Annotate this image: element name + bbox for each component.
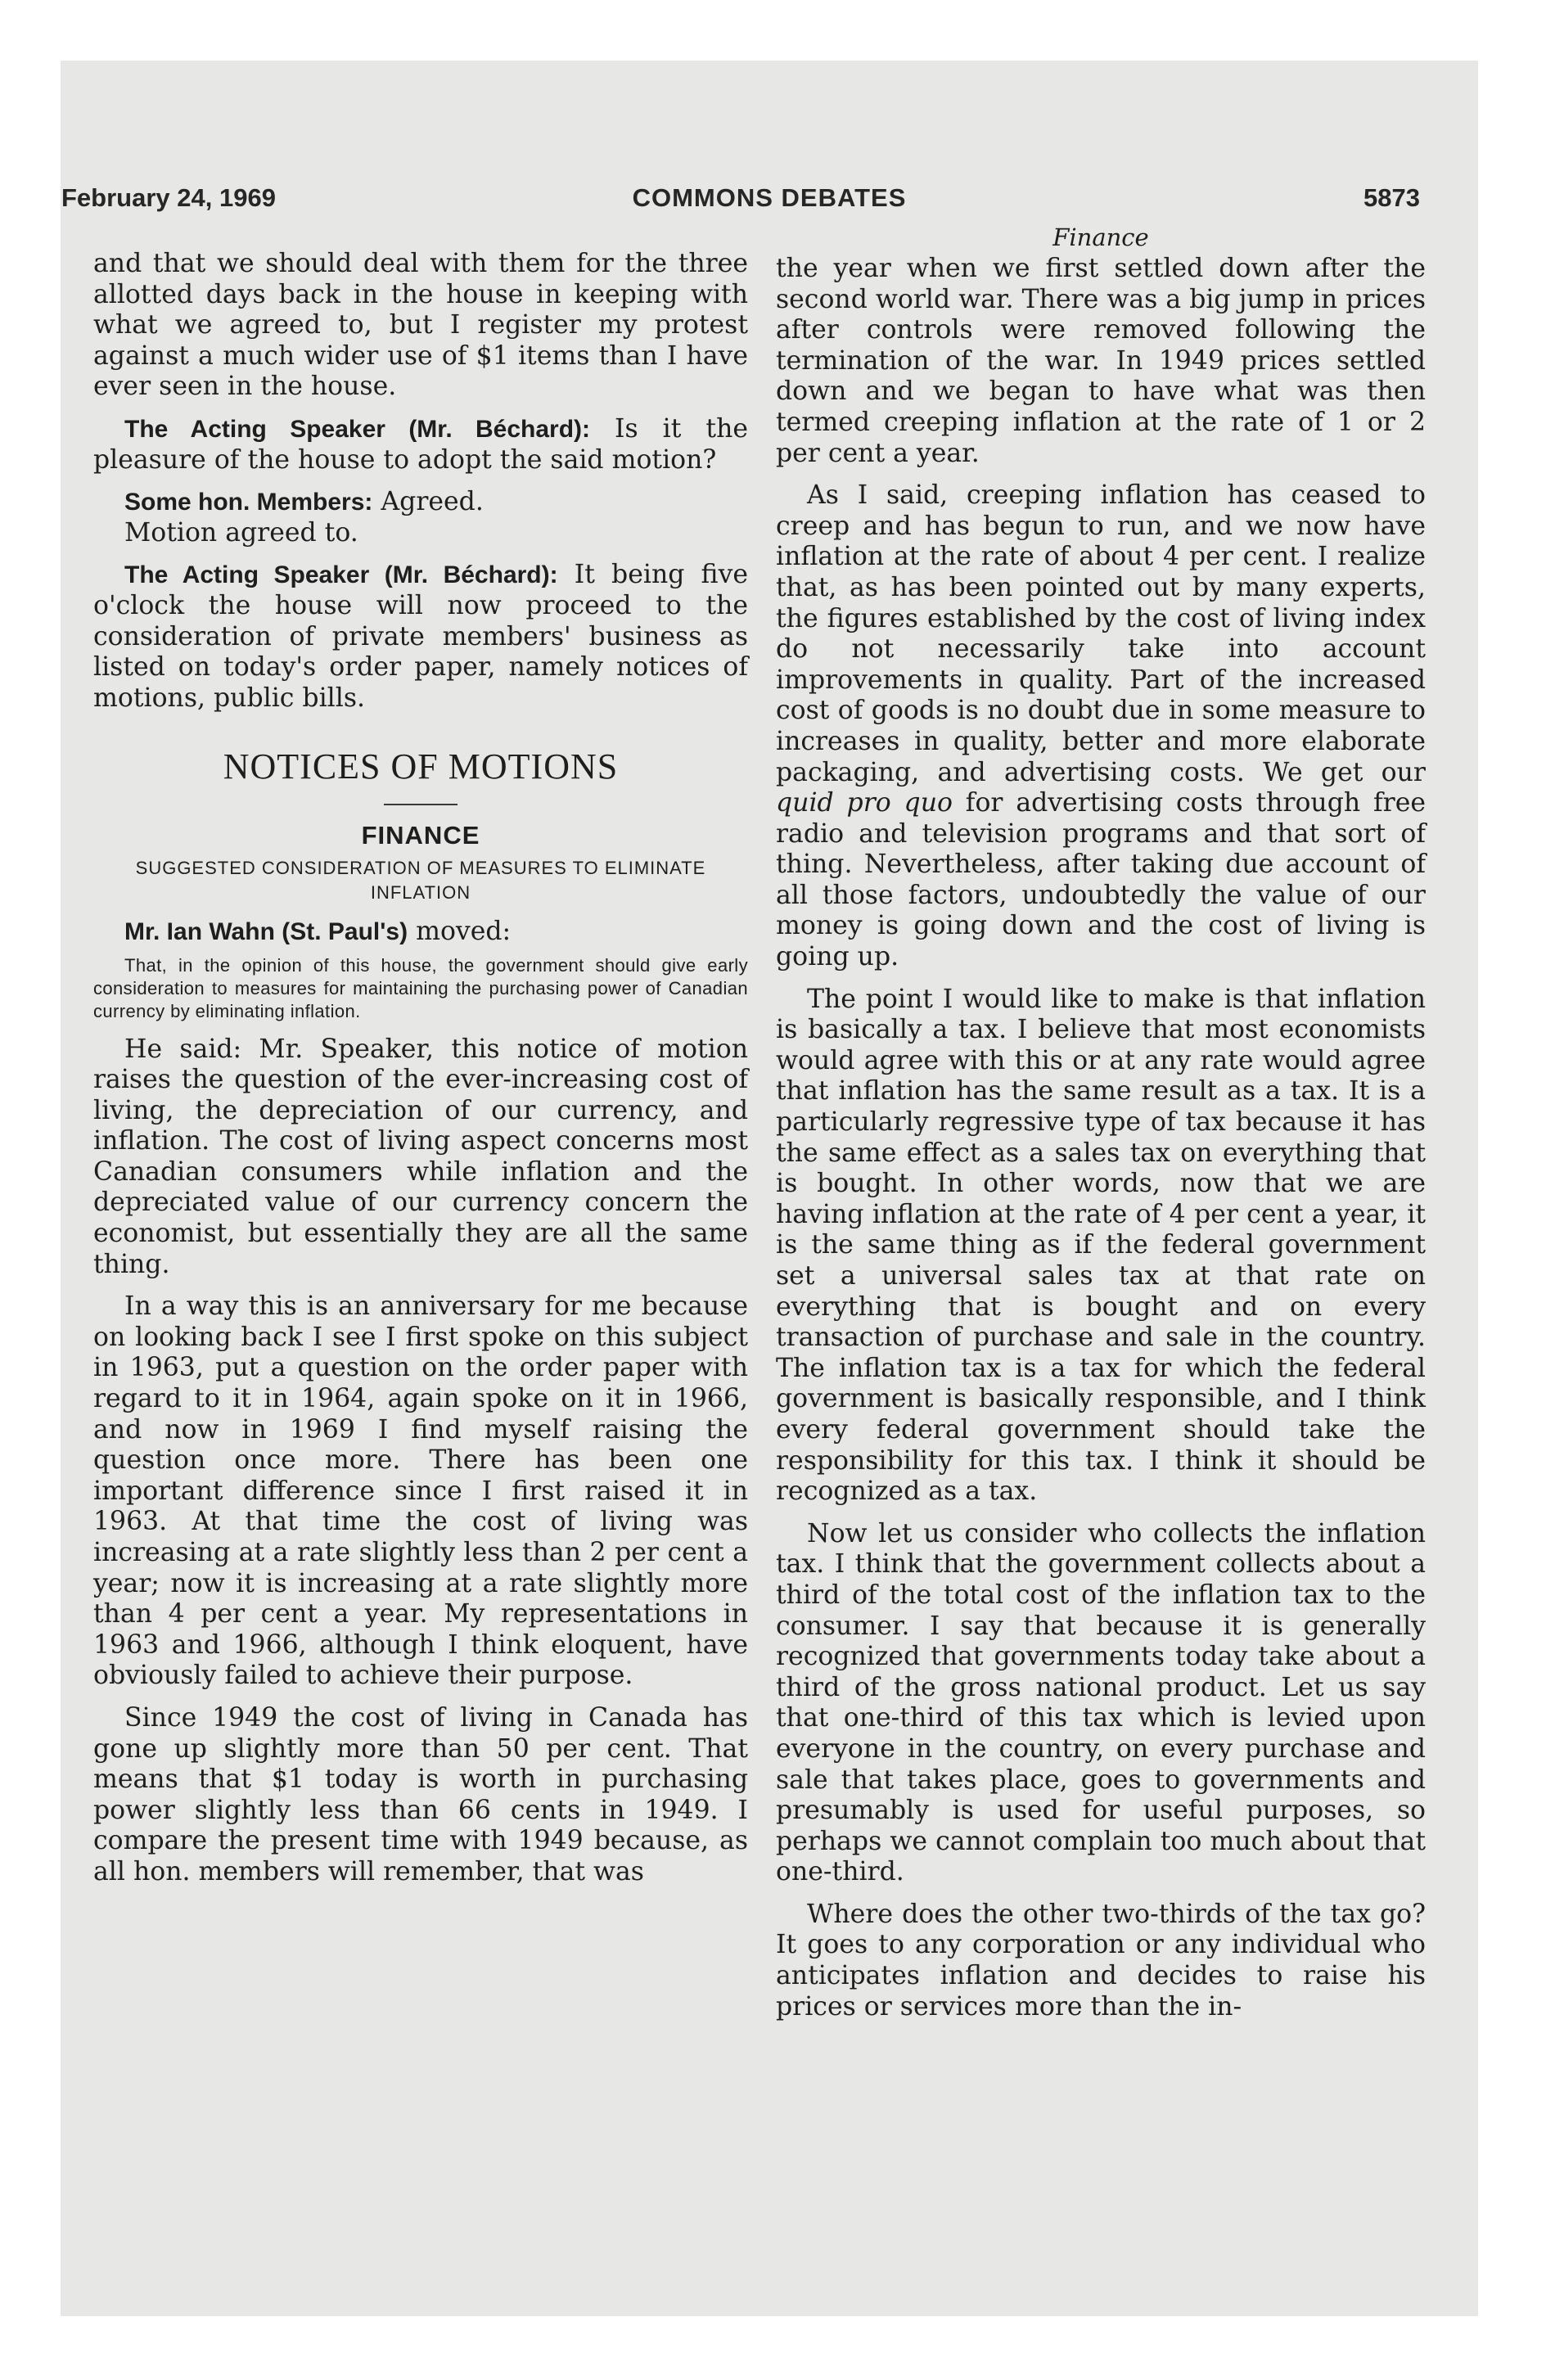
left-column [93,249,748,1888]
paragraph: Since 1949 the cost of living in Canada has gone up slightly more than 50 per cent. That means that $1 today is worth in purchasing power slightly less than 66 cents in 1949. I compare the present time with 1949 because, as all hon. members will remember, that was [93,1702,748,1886]
section-title: NOTICES OF MOTIONS [223,746,619,787]
section-divider [384,804,457,805]
paragraph: and that we should deal with them for the three allotted days back in the house in keeping with what we agreed to, but I register my protest against a much wider use of $1 items than I have ever seen in the house. [93,249,748,402]
speech-text: It being five o'clock the house will now proceed to the consideration of private members' business as listed on today's order paper, namely notices of motions, public bills. [93,560,749,713]
section-subhead: FINANCE [361,821,480,850]
document-page [61,61,1478,2316]
paragraph [93,560,748,714]
speaker-name: The Acting Speaker (Mr. Béchard): [124,561,558,589]
paragraph [776,480,1426,973]
right-column [776,223,1426,2022]
paragraph-text: for advertising costs through free radio and television programs and that sort of thing. Nevertheless, after taking due account of all those factors, undoubtedly the value of our money is going down and the cost of living is going up. [776,788,1426,972]
paragraph [93,487,748,518]
speech-text: moved: [408,916,512,946]
section-subtitle: SUGGESTED CONSIDERATION OF MEASURES TO ELIMINATE INFLATION [135,857,706,903]
speaker-name: Some hon. Members: [124,489,373,516]
motion-text: That, in the opinion of this house, the government should give early consideration to measures for maintaining the purchasing power of Canadian currency by eliminating inflation. [93,954,748,1021]
italic-phrase: quid pro quo [776,788,953,818]
speaker-name: The Acting Speaker (Mr. Béchard): [124,415,591,443]
header-date: February 24, 1969 [61,183,276,212]
paragraph: Now let us consider who collects the inflation tax. I think that the government collects about a third of the total cost of the inflation tax to the consumer. I say that because it is generally recognized that governments today take about a third of the gross national product. Let us say that one-third of this tax which is levied upon everyone in the country, on every purchase and sale that takes place, goes to governments and presumably is used for useful purposes, so perhaps we cannot complain too much about that one-third. [776,1518,1426,1887]
running-head: Finance [1052,223,1149,251]
paragraph: Motion agreed to. [124,517,358,548]
header-page-number: 5873 [1363,183,1420,212]
paragraph: The point I would like to make is that inflation is basically a tax. I believe that most economists would agree with this or at any rate would agree that inflation has the same result as a tax. It is a particularly regressive type of tax because it has the same effect as a sales tax on everything that is bought. In other words, now that we are having inflation at the rate of 4 per cent a year, it is the same thing as if the federal government set a universal sales tax at that rate on everything that is bought and on every transaction of purchase and sale in the country. The inflation tax is a tax for which the federal government is basically responsible, and I think every federal government should take the responsibility for this tax. I think it should be recognized as a tax. [776,984,1426,1507]
paragraph: Where does the other two-thirds of the tax go? It goes to any corporation or any individual who anticipates inflation and decides to raise his prices or services more than the in- [776,1899,1426,2022]
paragraph: He said: Mr. Speaker, this notice of motion raises the question of the ever-increasing cost of living, the depreciation of our currency, and inflation. The cost of living aspect concerns most Canadian consumers while inflation and the depreciated value of our currency concern the economist, but essentially they are all the same thing. [93,1034,748,1279]
paragraph-text: As I said, creeping inflation has ceased to creep and has begun to run, and we now have inflation at the rate of about 4 per cent. I realize that, as has been pointed out by many experts, the figures established by the cost of living index do not necessarily take into account improvements in quality. Part of the increased cost of goods is no doubt due in some measure to increases in quality, better and more elaborate packaging, and advertising costs. We get our [776,480,1426,787]
header-title: COMMONS DEBATES [632,183,907,212]
paragraph [93,917,748,948]
paragraph [93,414,748,476]
paragraph: In a way this is an anniversary for me because on looking back I see I first spoke on this subject in 1963, put a question on the order paper with regard to it in 1964, again spoke on it in 1966, and now in 1969 I find myself raising the question once more. There has been one important difference since I first raised it in 1963. At that time the cost of living was increasing at a rate slightly less than 2 per cent a year; now it is increasing at a rate slightly more than 4 per cent a year. My representations in 1963 and 1966, although I think eloquent, have obviously failed to achieve their purpose. [93,1291,748,1691]
speech-text: Agreed. [372,487,484,517]
paragraph: the year when we first settled down after the second world war. There was a big jump in prices after controls were removed following the termination of the war. In 1949 prices settled down and we began to have what was then termed creeping inflation at the rate of 1 or 2 per cent a year. [776,254,1426,468]
speech-text: Is it the pleasure of the house to adopt the said motion? [93,413,748,475]
speaker-name: Mr. Ian Wahn (St. Paul's) [124,917,408,945]
